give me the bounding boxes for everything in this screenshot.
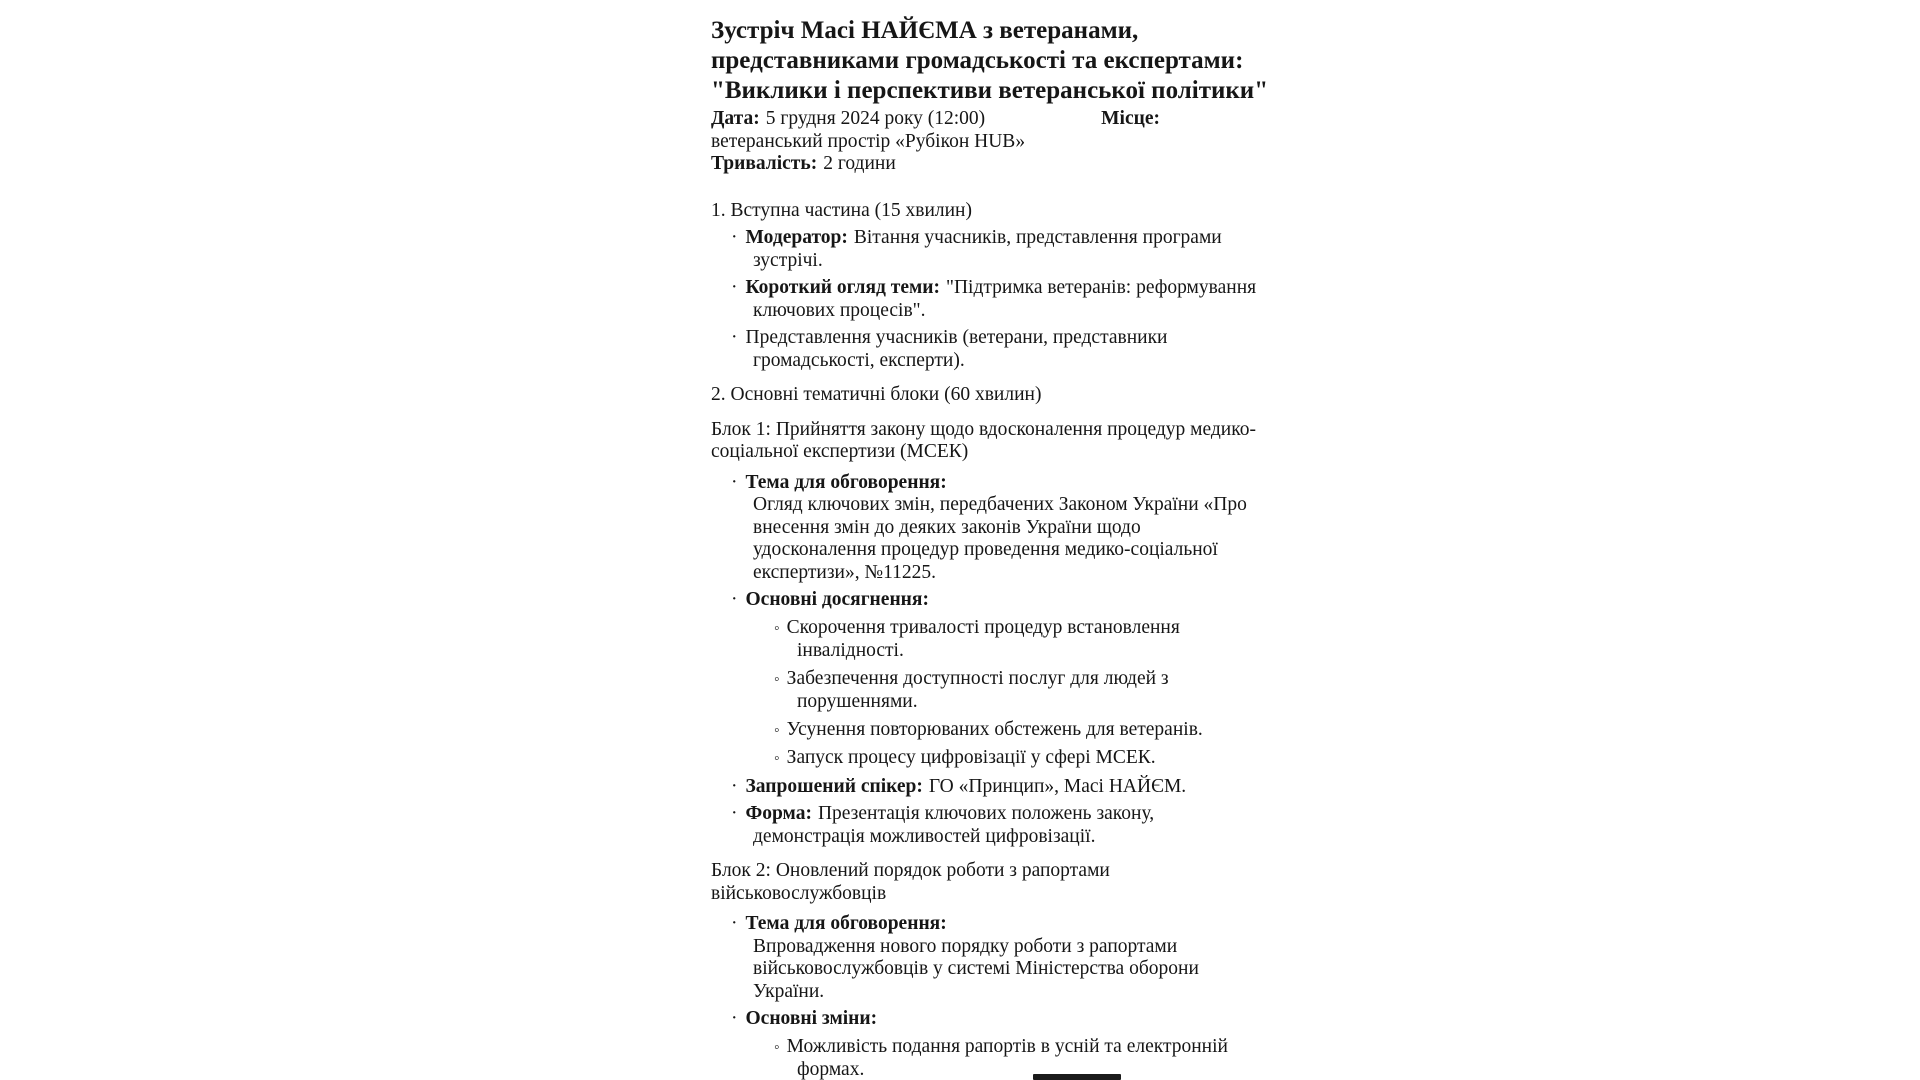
speaker-label: Запрошений спікер: xyxy=(745,775,923,797)
block-2-heading: Блок 2: Оновлений порядок роботи з рапортами військовослужбовців xyxy=(711,860,1110,904)
dot-bullet-icon: · xyxy=(731,327,738,348)
circle-bullet-icon: ◦ xyxy=(774,670,780,688)
dot-bullet-icon: · xyxy=(731,227,738,248)
dot-bullet-icon: · xyxy=(731,775,738,797)
block-1-speaker-item xyxy=(711,776,1263,799)
block-2-topic-paragraph: Впровадження нового порядку роботи з рапортами військовослужбовців у системі Міністерства оборони України. xyxy=(753,935,1199,1002)
achievement-item xyxy=(711,747,1263,771)
achievement-text: Скорочення тривалості процедур встановлення інвалідності. xyxy=(786,616,1180,661)
topic-label: Тема для обговорення: xyxy=(745,913,947,934)
clipped-text-fragment xyxy=(1033,1074,1121,1080)
meta-block xyxy=(711,108,1263,176)
bullet-text: "Підтримка ветеранів: реформування ключових процесів". xyxy=(753,277,1257,321)
circle-bullet-icon: ◦ xyxy=(774,619,780,637)
bullet-label: Короткий огляд теми: xyxy=(745,277,941,298)
dot-bullet-icon: · xyxy=(731,471,738,493)
block-1-topic-label-item xyxy=(711,472,1263,495)
achievement-text: Усунення повторюваних обстежень для ветеранів. xyxy=(786,718,1203,740)
achievement-text: Запуск процесу цифровізації у сфері МСЕК. xyxy=(786,747,1156,768)
duration-entry xyxy=(711,153,1263,176)
document-title xyxy=(711,16,1269,106)
bullet-text: Представлення учасників (ветерани, представники громадськості, експерти). xyxy=(745,327,1168,371)
date-entry xyxy=(711,108,985,131)
achievement-item xyxy=(711,668,1263,714)
speaker-text: ГО «Принцип», Масі НАЙЄМ. xyxy=(928,775,1187,797)
achievement-item xyxy=(711,719,1263,743)
place-value: ветеранський простір «Рубікон HUB» xyxy=(711,130,1026,152)
block-1-topic-paragraph: Огляд ключових змін, передбачених Законом України «Про внесення змін до деяких законів України щодо удосконалення процедур проведення медико-соціальної експертизи», №11225. xyxy=(753,494,1247,583)
achievement-text: Забезпечення доступності послуг для людей з порушеннями. xyxy=(786,667,1169,712)
change-item xyxy=(711,1036,1263,1080)
dot-bullet-icon: · xyxy=(731,277,738,298)
duration-label: Тривалість: xyxy=(711,153,818,174)
section-2-heading: 2. Основні тематичні блоки (60 хвилин) xyxy=(711,384,1042,405)
intro-bullet-overview xyxy=(711,277,1263,322)
circle-bullet-icon: ◦ xyxy=(774,721,780,739)
achievement-item xyxy=(711,617,1263,663)
topic-label: Тема для обговорення: xyxy=(745,471,947,493)
date-label: Дата: xyxy=(711,108,760,129)
title-line-2: представниками громадськості та експертами: xyxy=(711,47,1244,74)
circle-bullet-icon: ◦ xyxy=(774,750,780,767)
date-value: 5 грудня 2024 року (12:00) xyxy=(765,108,986,129)
date-place-row xyxy=(711,108,1263,131)
format-label: Форма: xyxy=(745,803,812,824)
changes-label: Основні зміни: xyxy=(745,1008,878,1029)
circle-bullet-icon: ◦ xyxy=(774,1038,780,1056)
section-1-heading: 1. Вступна частина (15 хвилин) xyxy=(711,199,972,221)
format-text: Презентація ключових положень закону, демонстрація можливостей цифровізації. xyxy=(753,803,1155,847)
block-2-changes-label-item xyxy=(711,1008,1263,1031)
duration-value: 2 години xyxy=(823,153,896,174)
bullet-label: Модератор: xyxy=(745,227,848,248)
title-line-1: Зустріч Масі НАЙЄМА з ветеранами, xyxy=(711,17,1139,44)
meeting-agenda-document xyxy=(711,16,1269,1080)
block-1-achievements-label-item xyxy=(711,589,1263,612)
block-2-topic-label-item xyxy=(711,913,1263,936)
bullet-text: Вітання учасників, представлення програми зустрічі. xyxy=(753,227,1222,271)
dot-bullet-icon: · xyxy=(731,1008,738,1029)
block-1-format-item xyxy=(711,803,1263,848)
place-label: Місце: xyxy=(1101,108,1160,129)
dot-bullet-icon: · xyxy=(731,913,738,934)
achievements-label: Основні досягнення: xyxy=(745,589,929,610)
intro-bullet-moderator xyxy=(711,227,1263,272)
intro-bullet-participants xyxy=(711,327,1263,372)
title-line-3: "Виклики і перспективи ветеранської політики" xyxy=(711,77,1269,104)
dot-bullet-icon: · xyxy=(731,803,738,824)
change-text: Можливість подання рапортів в усній та електронній формах. xyxy=(786,1035,1228,1080)
dot-bullet-icon: · xyxy=(731,589,738,610)
block-1-heading: Блок 1: Прийняття закону щодо вдосконалення процедур медико-соціальної експертизи (МСЕК) xyxy=(711,418,1256,462)
